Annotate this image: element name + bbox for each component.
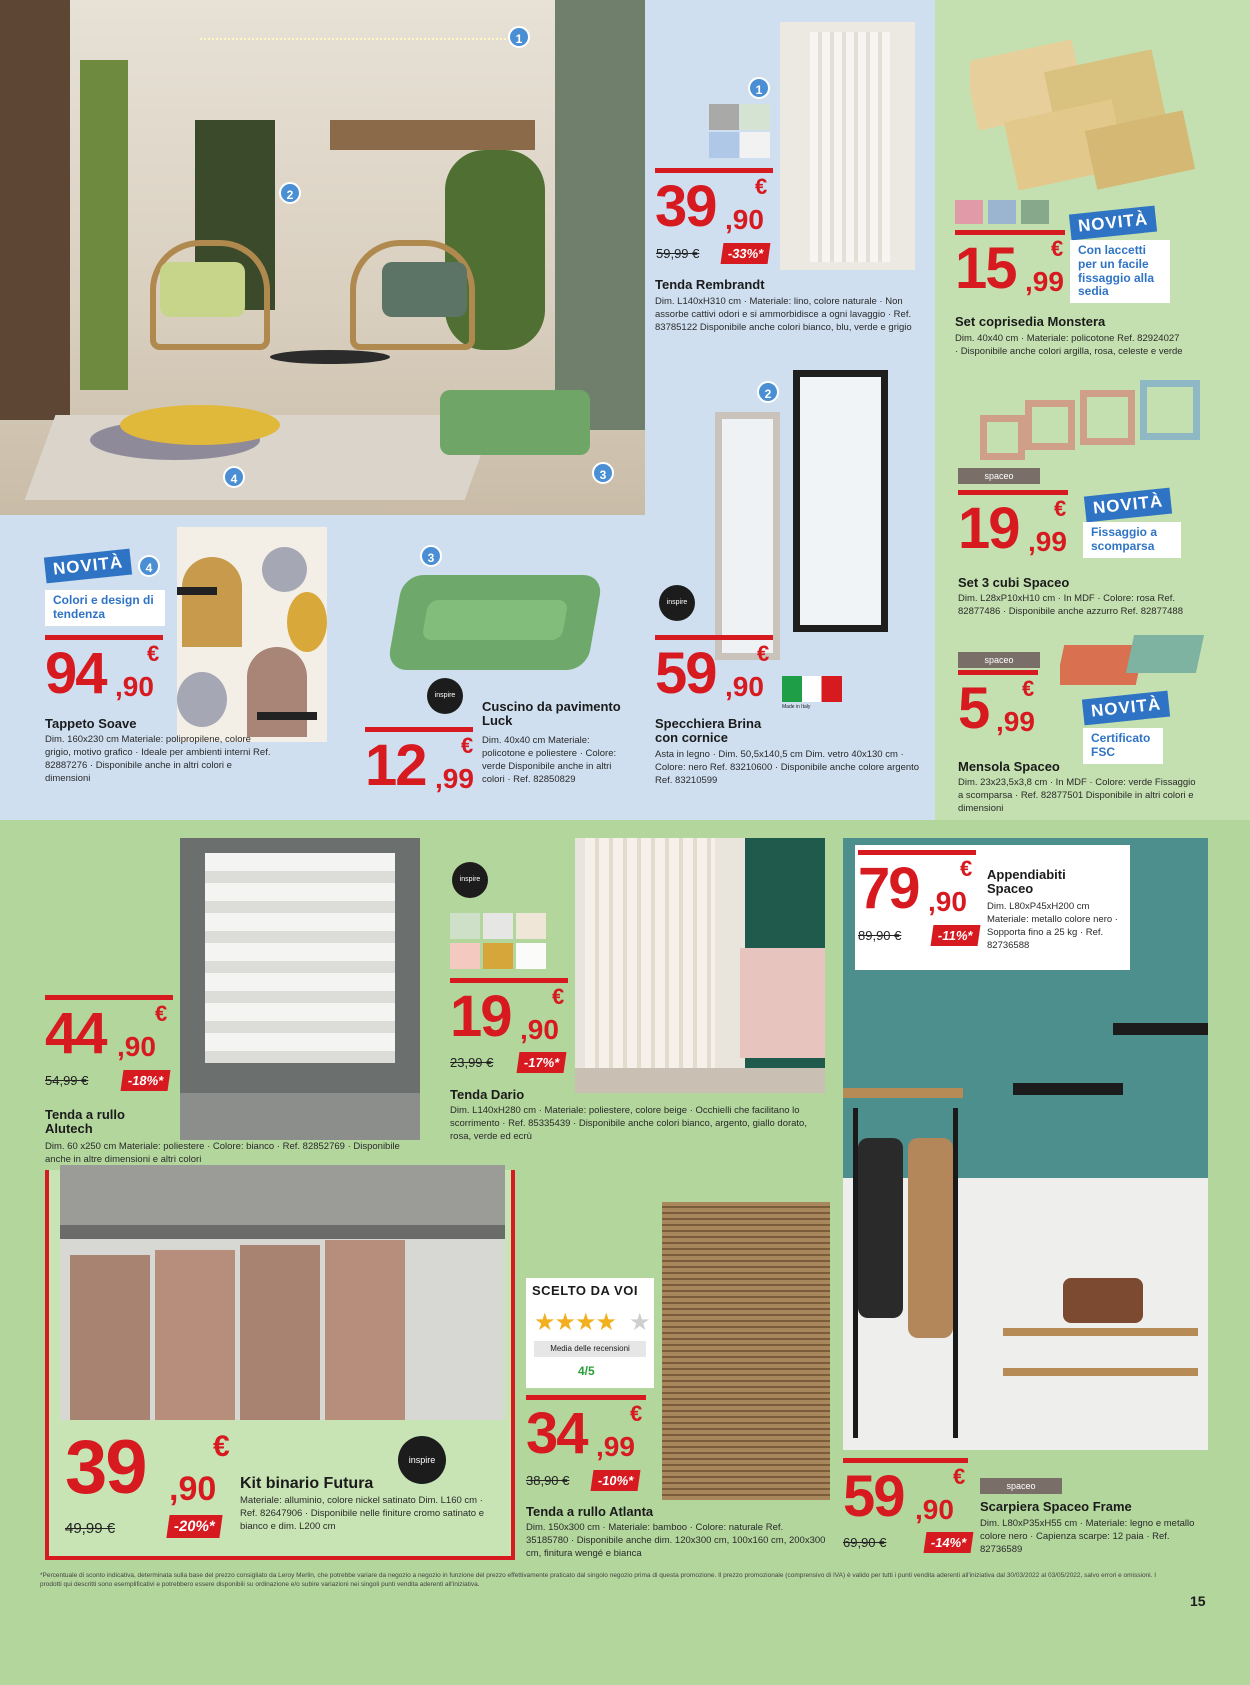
- appendiabiti-old-price: 89,90 €: [858, 928, 902, 943]
- scene-marker-1: 1: [508, 26, 530, 48]
- dario-desc: Dim. L140xH280 cm · Materiale: poliestere, colore beige · Occhielli che facilitano lo scorrimento · Ref. 85335439 · Disponibile anche colori bianco, argento, giallo dorato, rosa, verde ed ecrù: [450, 1105, 807, 1143]
- alutech-price: [45, 995, 175, 1065]
- luck-cushion-photo: [385, 560, 610, 685]
- rembrandt-price: [655, 168, 775, 238]
- dario-swatch-green[interactable]: [450, 913, 480, 939]
- soave-rug-photo: [177, 527, 327, 742]
- euro-sign: €: [552, 984, 565, 1009]
- soave-price: [45, 635, 170, 705]
- frame-old-price: 69,90 €: [843, 1535, 887, 1550]
- appendiabiti-desc: Dim. L80xP45xH200 cm Materiale: metallo colore nero · Sopporta fino a 25 kg · Ref. 82736588: [987, 901, 1118, 952]
- appendiabiti-title: Appendiabiti Spaceo: [987, 867, 1066, 897]
- price-dec: ,90: [725, 671, 764, 702]
- marker-soave: 4: [138, 555, 160, 577]
- alutech-title: Tenda a rullo Alutech: [45, 1107, 125, 1137]
- rembrandt-old-price: 59,99 €: [656, 246, 700, 261]
- euro-sign: €: [147, 641, 160, 666]
- euro-sign: €: [960, 856, 973, 881]
- frame-desc: Dim. L80xP35xH55 cm · Materiale: legno e metallo colore nero · Capienza scarpe: 12 paia · Ref. 82736589: [980, 1518, 1195, 1556]
- scene-marker-3: 3: [592, 462, 614, 484]
- euro-sign: €: [461, 733, 474, 758]
- price-int: 15: [955, 236, 1016, 301]
- euro-sign: €: [213, 1430, 230, 1463]
- mensola-feature-tag: Certificato FSC: [1083, 728, 1163, 764]
- monstera-swatch-pink[interactable]: [955, 200, 983, 224]
- rembrandt-title: Tenda Rembrandt: [655, 277, 765, 292]
- cubes-photo: [980, 375, 1205, 465]
- price-int: 59: [655, 641, 716, 706]
- alutech-discount: -18%*: [121, 1070, 171, 1091]
- price-dec: ,90: [169, 1470, 217, 1508]
- price-int: 5: [958, 676, 989, 741]
- marker-rembrandt: 1: [748, 77, 770, 99]
- luck-inspire-logo: inspire: [427, 678, 463, 714]
- cubes-title: Set 3 cubi Spaceo: [958, 575, 1070, 590]
- dario-swatch-white[interactable]: [516, 943, 546, 969]
- appendiabiti-discount: -11%*: [931, 925, 981, 946]
- mensola-spaceo-logo: spaceo: [958, 652, 1040, 668]
- brina-price: [655, 635, 780, 705]
- cubes-feature-tag: Fissaggio a scomparsa: [1083, 522, 1181, 558]
- frame-spaceo-logo: spaceo: [980, 1478, 1062, 1494]
- price-int: 94: [45, 641, 106, 706]
- monstera-novita-badge: NOVITÀ: [1069, 206, 1157, 241]
- hero-room-photo: [0, 0, 645, 515]
- futura-discount: -20%*: [166, 1515, 222, 1538]
- rembrandt-desc: Dim. L140xH310 cm · Materiale: lino, colore naturale · Non assorbe cattivi odori e si ammorbidisce a ogni lavaggio · Ref. 83785122 Disponibile anche colori bianco, blu, verde e grigio: [655, 296, 912, 334]
- atlanta-title: Tenda a rullo Atlanta: [526, 1504, 654, 1519]
- futura-rail-photo: [60, 1165, 505, 1420]
- marker-brina: 2: [757, 381, 779, 403]
- soave-title: Tappeto Soave: [45, 716, 137, 731]
- dario-inspire-logo: inspire: [452, 862, 488, 898]
- dario-swatch-gold[interactable]: [483, 943, 513, 969]
- frame-title: Scarpiera Spaceo Frame: [980, 1499, 1132, 1514]
- monstera-swatch-green[interactable]: [1021, 200, 1049, 224]
- italy-flag: [782, 676, 842, 702]
- price-dec: ,99: [1025, 266, 1064, 297]
- shelves-photo: [1060, 635, 1205, 690]
- price-dec: ,90: [520, 1014, 559, 1045]
- soave-feature-tag: Colori e design di tendenza: [45, 590, 165, 626]
- dario-swatch-silver[interactable]: [483, 913, 513, 939]
- cubes-price: [958, 490, 1078, 560]
- euro-sign: €: [755, 174, 768, 199]
- mensola-novita-badge: NOVITÀ: [1082, 691, 1170, 726]
- price-dec: ,90: [115, 671, 154, 702]
- luck-price: [365, 727, 480, 797]
- futura-inspire-logo: inspire: [398, 1436, 446, 1484]
- rembrandt-curtain-photo: [780, 22, 915, 270]
- atlanta-price: [526, 1395, 656, 1465]
- atlanta-bamboo-photo: [662, 1202, 830, 1500]
- price-dec: ,99: [435, 763, 474, 794]
- rembrandt-swatch-white[interactable]: [740, 132, 770, 158]
- monstera-swatch-blue[interactable]: [988, 200, 1016, 224]
- rembrandt-discount: -33%*: [721, 243, 771, 264]
- atlanta-old-price: 38,90 €: [526, 1473, 570, 1488]
- review-stars: ★★★★: [534, 1309, 617, 1336]
- scene-marker-2: 2: [279, 182, 301, 204]
- marker-luck: 3: [420, 545, 442, 567]
- monstera-covers-photo: [970, 40, 1195, 190]
- mensola-desc: Dim. 23x23,5x3,8 cm · In MDF · Colore: verde Fissaggio a scomparsa · Ref. 82877501 Disponibile in altri colori e dimensioni: [958, 777, 1196, 815]
- price-dec: ,90: [725, 204, 764, 235]
- soave-desc: Dim. 160x230 cm Materiale: polipropilene, colore grigio, motivo grafico · Ideale per ambienti interni Ref. 82887276 · Disponibile anche in altri colori e dimensioni: [45, 734, 271, 785]
- review-empty-star: ★: [629, 1309, 651, 1336]
- alutech-blind-photo: [180, 838, 420, 1140]
- price-int: 39: [655, 174, 716, 239]
- legal-footnote: *Percentuale di sconto indicativa, determinata sulla base del prezzo consigliato da Leroy Merlin, che potrebbe variare da negozio a negozio in funzione del prezzo effettivamente praticato dal singolo negozio prima di questa promozione. Il prezzo promozionale (comprensivo di IVA) è valido per tutti i punti vendita aderenti all'iniziativa dal 30/03/2022 al 03/05/2022, salvo errori e omissioni. I prodotti qui descritti sono esemplificativi e potrebbero essere disponibili su ordinazione e/o subire variazioni nei singoli punti vendita aderenti all'iniziativa.: [40, 1572, 1157, 1588]
- price-int: 44: [45, 1001, 106, 1066]
- price-dec: ,90: [928, 886, 967, 917]
- cubes-desc: Dim. L28xP10xH10 cm · In MDF · Colore: rosa Ref. 82877486 · Disponibile anche azzurro Ref. 82877488: [958, 593, 1183, 618]
- luck-title: Cuscino da pavimento Luck: [482, 699, 621, 729]
- luck-desc: Dim. 40x40 cm Materiale: policotone e poliestere · Colore: verde Disponibile anche in altri colori · Ref. 82850829: [482, 735, 617, 786]
- appendiabiti-price: [858, 850, 983, 920]
- frame-price: [843, 1458, 973, 1528]
- futura-title: Kit binario Futura: [240, 1475, 374, 1492]
- price-int: 59: [843, 1464, 904, 1529]
- dario-old-price: 23,99 €: [450, 1055, 494, 1070]
- futura-price: [65, 1420, 245, 1510]
- rembrandt-swatch-grey[interactable]: [709, 104, 739, 130]
- review-box: [526, 1278, 654, 1388]
- price-dec: ,99: [1028, 526, 1067, 557]
- price-int: 79: [858, 856, 919, 921]
- price-dec: ,99: [596, 1431, 635, 1462]
- monstera-feature-tag: Con laccetti per un facile fissaggio alla sedia: [1070, 240, 1170, 303]
- price-dec: ,90: [915, 1494, 954, 1525]
- rembrandt-swatch-blue[interactable]: [709, 132, 739, 158]
- monstera-desc: Dim. 40x40 cm · Materiale: policotone Ref. 82924027 · Disponibile anche colori argilla, rosa, celeste e verde: [955, 333, 1183, 358]
- brina-title: Specchiera Brina con cornice: [655, 716, 762, 746]
- monstera-price: [955, 230, 1075, 300]
- brina-inspire-logo: inspire: [659, 585, 695, 621]
- atlanta-discount: -10%*: [591, 1470, 641, 1491]
- review-caption: Media delle recensioni: [534, 1341, 646, 1357]
- dario-swatch-pink[interactable]: [450, 943, 480, 969]
- mensola-title: Mensola Spaceo: [958, 759, 1060, 774]
- frame-discount: -14%*: [924, 1532, 974, 1553]
- monstera-title: Set coprisedia Monstera: [955, 314, 1106, 329]
- alutech-desc: Dim. 60 x250 cm Materiale: poliestere · Colore: bianco · Ref. 82852769 · Disponibile anche in altre dimensioni e altri colori: [45, 1141, 400, 1166]
- rembrandt-swatch-green[interactable]: [740, 104, 770, 130]
- euro-sign: €: [1051, 236, 1064, 261]
- futura-desc: Materiale: alluminio, colore nickel satinato Dim. L160 cm · Ref. 82647906 · Disponibile nelle finiture cromo satinato e bianco e dim. L200 cm: [240, 1495, 484, 1533]
- brina-mirror-black: [793, 370, 888, 632]
- cubes-novita-badge: NOVITÀ: [1084, 488, 1172, 523]
- soave-novita-badge: NOVITÀ: [44, 549, 132, 584]
- scene-marker-4: 4: [223, 466, 245, 488]
- euro-sign: €: [1054, 496, 1067, 521]
- euro-sign: €: [757, 641, 770, 666]
- price-int: 19: [958, 496, 1019, 561]
- euro-sign: €: [953, 1464, 966, 1489]
- alutech-old-price: 54,99 €: [45, 1073, 89, 1088]
- brina-desc: Asta in legno · Dim. 50,5x140,5 cm Dim. vetro 40x130 cm · Colore: nero Ref. 83210600 · Disponibile anche colore argento Ref. 83210599: [655, 749, 920, 787]
- price-dec: ,99: [996, 706, 1035, 737]
- price-int: 12: [365, 733, 426, 798]
- page-number: 15: [1190, 1593, 1206, 1609]
- euro-sign: €: [155, 1001, 168, 1026]
- review-title: SCELTO DA VOI: [532, 1283, 638, 1298]
- euro-sign: €: [630, 1401, 643, 1426]
- made-in-italy-label: Made in Italy: [782, 704, 811, 710]
- euro-sign: €: [1022, 676, 1035, 701]
- atlanta-desc: Dim. 150x300 cm · Materiale: bamboo · Colore: naturale Ref. 35185780 · Disponibile anche dim. 120x300 cm, 100x160 cm, 200x300 cm, finitura wengé e bianca: [526, 1522, 826, 1560]
- brina-mirror-silver: [715, 412, 780, 660]
- dario-curtain-photo: [575, 838, 825, 1093]
- dario-discount: -17%*: [517, 1052, 567, 1073]
- dario-swatch-ecru[interactable]: [516, 913, 546, 939]
- price-int: 34: [526, 1401, 587, 1466]
- price-int: 19: [450, 984, 511, 1049]
- price-dec: ,90: [117, 1031, 156, 1062]
- dario-title: Tenda Dario: [450, 1087, 525, 1102]
- price-int: 39: [65, 1425, 146, 1510]
- dario-price: [450, 978, 575, 1048]
- futura-old-price: 49,99 €: [65, 1520, 116, 1537]
- review-score: 4/5: [578, 1364, 595, 1378]
- cubes-spaceo-logo: spaceo: [958, 468, 1040, 484]
- mensola-price: [958, 670, 1058, 740]
